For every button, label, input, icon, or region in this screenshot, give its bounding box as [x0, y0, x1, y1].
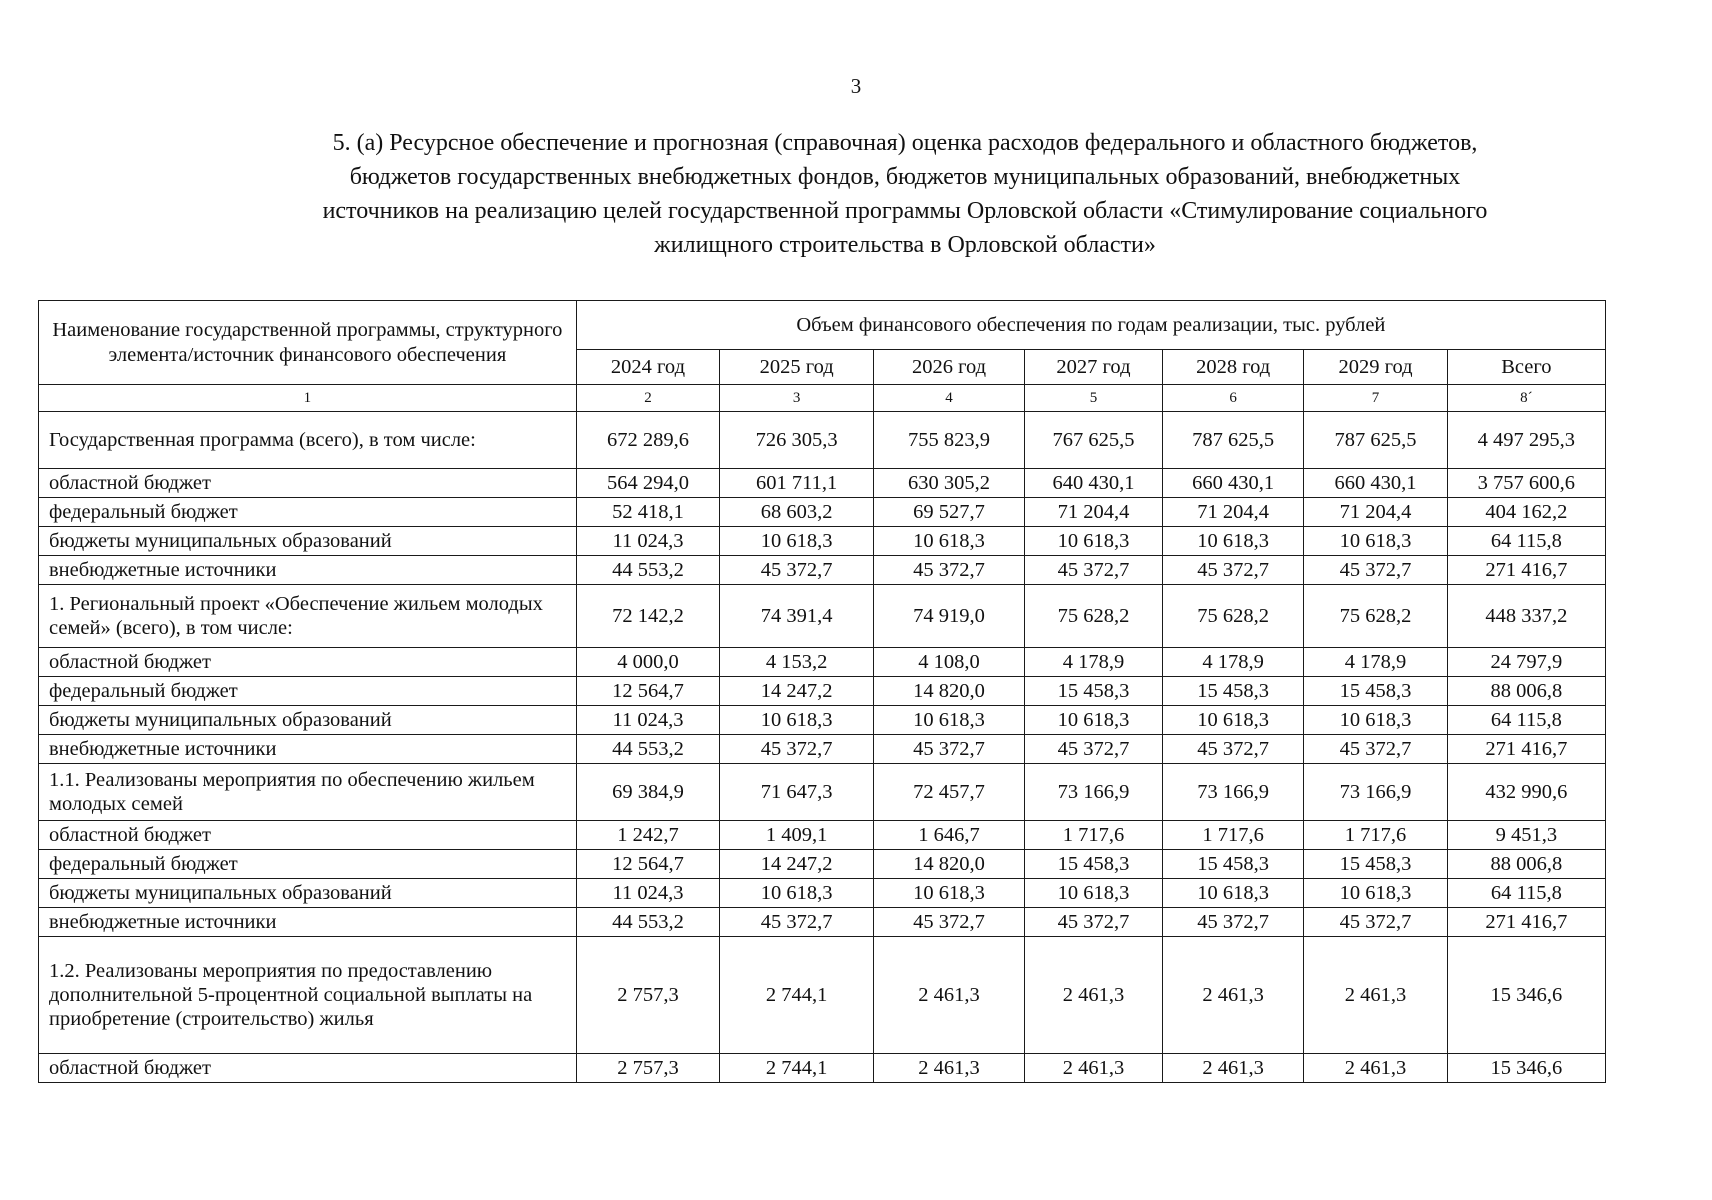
cell-value: 45 372,7: [874, 908, 1025, 937]
budget-table: [38, 300, 1606, 1083]
table-row: [39, 879, 1606, 908]
cell-value: 75 628,2: [1163, 585, 1304, 648]
cell-value: 45 372,7: [1024, 908, 1162, 937]
table-row: [39, 648, 1606, 677]
cell-value: 10 618,3: [1024, 879, 1162, 908]
cell-value: 1 646,7: [874, 821, 1025, 850]
cell-value: 564 294,0: [576, 469, 719, 498]
cell-value: 10 618,3: [720, 527, 874, 556]
cell-total: 448 337,2: [1447, 585, 1605, 648]
cell-total: 64 115,8: [1447, 527, 1605, 556]
cell-value: 15 458,3: [1024, 850, 1162, 879]
column-header-year: 2024 год: [576, 350, 719, 385]
row-label: внебюджетные источники: [39, 735, 577, 764]
cell-value: 787 625,5: [1304, 412, 1447, 469]
cell-value: 14 247,2: [720, 850, 874, 879]
cell-value: 45 372,7: [1024, 556, 1162, 585]
cell-value: 68 603,2: [720, 498, 874, 527]
cell-total: 15 346,6: [1447, 937, 1605, 1054]
column-header-year: 2025 год: [720, 350, 874, 385]
cell-value: 10 618,3: [1024, 527, 1162, 556]
table-row: [39, 556, 1606, 585]
cell-value: 1 717,6: [1304, 821, 1447, 850]
cell-value: 44 553,2: [576, 556, 719, 585]
cell-value: 4 108,0: [874, 648, 1025, 677]
column-number: 7: [1304, 385, 1447, 412]
column-number: 1: [39, 385, 577, 412]
row-label: бюджеты муниципальных образований: [39, 879, 577, 908]
table-row: [39, 735, 1606, 764]
column-number-row: [39, 385, 1606, 412]
row-label: Государственная программа (всего), в том числе:: [39, 412, 577, 469]
cell-value: 15 458,3: [1304, 677, 1447, 706]
table-row: [39, 585, 1606, 648]
row-label: федеральный бюджет: [39, 498, 577, 527]
row-label: внебюджетные источники: [39, 556, 577, 585]
heading-line: источников на реализацию целей государственной программы Орловской области «Стимулирование социального: [322, 198, 1488, 224]
cell-value: 11 024,3: [576, 879, 719, 908]
row-label: 1. Региональный проект «Обеспечение жильем молодых семей» (всего), в том числе:: [39, 585, 577, 648]
cell-value: 10 618,3: [1163, 527, 1304, 556]
cell-value: 14 247,2: [720, 677, 874, 706]
cell-value: 601 711,1: [720, 469, 874, 498]
table-row: [39, 937, 1606, 1054]
cell-value: 660 430,1: [1163, 469, 1304, 498]
cell-value: 11 024,3: [576, 706, 719, 735]
cell-value: 10 618,3: [1304, 879, 1447, 908]
cell-value: 69 384,9: [576, 764, 719, 821]
cell-value: 1 242,7: [576, 821, 719, 850]
cell-total: 24 797,9: [1447, 648, 1605, 677]
cell-value: 4 153,2: [720, 648, 874, 677]
cell-total: 64 115,8: [1447, 706, 1605, 735]
cell-value: 73 166,9: [1304, 764, 1447, 821]
cell-value: 2 461,3: [1304, 1054, 1447, 1083]
table-row: [39, 677, 1606, 706]
column-number: 8´: [1447, 385, 1605, 412]
cell-value: 45 372,7: [1304, 735, 1447, 764]
cell-total: 64 115,8: [1447, 879, 1605, 908]
column-header-total: Всего: [1447, 350, 1605, 385]
cell-value: 1 717,6: [1024, 821, 1162, 850]
table-row: [39, 908, 1606, 937]
cell-value: 15 458,3: [1024, 677, 1162, 706]
cell-value: 73 166,9: [1163, 764, 1304, 821]
cell-value: 45 372,7: [1304, 556, 1447, 585]
cell-value: 10 618,3: [874, 879, 1025, 908]
cell-value: 45 372,7: [720, 556, 874, 585]
cell-value: 69 527,7: [874, 498, 1025, 527]
cell-value: 787 625,5: [1163, 412, 1304, 469]
cell-value: 73 166,9: [1024, 764, 1162, 821]
cell-value: 755 823,9: [874, 412, 1025, 469]
cell-value: 12 564,7: [576, 850, 719, 879]
cell-value: 74 391,4: [720, 585, 874, 648]
cell-value: 45 372,7: [1304, 908, 1447, 937]
cell-total: 271 416,7: [1447, 735, 1605, 764]
column-number: 4: [874, 385, 1025, 412]
cell-value: 660 430,1: [1304, 469, 1447, 498]
cell-value: 11 024,3: [576, 527, 719, 556]
column-group-header: Объем финансового обеспечения по годам реализации, тыс. рублей: [576, 301, 1605, 350]
cell-total: 9 451,3: [1447, 821, 1605, 850]
cell-value: 45 372,7: [720, 908, 874, 937]
cell-value: 672 289,6: [576, 412, 719, 469]
cell-value: 10 618,3: [1163, 706, 1304, 735]
page-number: 3: [850, 74, 862, 98]
table-row: [39, 527, 1606, 556]
table-row: [39, 764, 1606, 821]
cell-value: 74 919,0: [874, 585, 1025, 648]
column-number: 2: [576, 385, 719, 412]
column-number: 5: [1024, 385, 1162, 412]
heading-line: 5. (а) Ресурсное обеспечение и прогнозная (справочная) оценка расходов федерального и областного бюджетов,: [332, 130, 1478, 156]
cell-value: 2 461,3: [1163, 937, 1304, 1054]
cell-value: 2 461,3: [1024, 1054, 1162, 1083]
cell-total: 404 162,2: [1447, 498, 1605, 527]
cell-total: 271 416,7: [1447, 908, 1605, 937]
table-row: [39, 498, 1606, 527]
cell-value: 767 625,5: [1024, 412, 1162, 469]
cell-value: 2 744,1: [720, 937, 874, 1054]
cell-value: 14 820,0: [874, 850, 1025, 879]
cell-total: 4 497 295,3: [1447, 412, 1605, 469]
cell-value: 2 461,3: [874, 937, 1025, 1054]
table-row: [39, 850, 1606, 879]
cell-value: 12 564,7: [576, 677, 719, 706]
table-row: [39, 1054, 1606, 1083]
cell-value: 71 647,3: [720, 764, 874, 821]
column-header-year: 2028 год: [1163, 350, 1304, 385]
cell-total: 432 990,6: [1447, 764, 1605, 821]
cell-value: 10 618,3: [720, 706, 874, 735]
cell-value: 44 553,2: [576, 908, 719, 937]
cell-total: 3 757 600,6: [1447, 469, 1605, 498]
row-label: областной бюджет: [39, 1054, 577, 1083]
heading-line: бюджетов государственных внебюджетных фондов, бюджетов муниципальных образований, внебюджетных: [349, 164, 1461, 190]
cell-total: 15 346,6: [1447, 1054, 1605, 1083]
table-body: [39, 385, 1606, 1083]
table-row: [39, 412, 1606, 469]
cell-value: 45 372,7: [1163, 908, 1304, 937]
column-number: 3: [720, 385, 874, 412]
cell-total: 271 416,7: [1447, 556, 1605, 585]
cell-value: 10 618,3: [1024, 706, 1162, 735]
row-label: бюджеты муниципальных образований: [39, 527, 577, 556]
column-header-year: 2026 год: [874, 350, 1025, 385]
cell-value: 15 458,3: [1163, 677, 1304, 706]
cell-value: 75 628,2: [1304, 585, 1447, 648]
document-heading: [180, 126, 1630, 262]
cell-value: 71 204,4: [1024, 498, 1162, 527]
cell-value: 4 178,9: [1304, 648, 1447, 677]
cell-value: 45 372,7: [720, 735, 874, 764]
row-label: федеральный бюджет: [39, 850, 577, 879]
cell-value: 52 418,1: [576, 498, 719, 527]
cell-total: 88 006,8: [1447, 850, 1605, 879]
column-header-year: 2027 год: [1024, 350, 1162, 385]
row-label: бюджеты муниципальных образований: [39, 706, 577, 735]
cell-value: 71 204,4: [1163, 498, 1304, 527]
cell-value: 630 305,2: [874, 469, 1025, 498]
cell-value: 45 372,7: [1163, 735, 1304, 764]
cell-value: 15 458,3: [1163, 850, 1304, 879]
cell-value: 2 757,3: [576, 1054, 719, 1083]
cell-value: 45 372,7: [874, 556, 1025, 585]
cell-value: 72 142,2: [576, 585, 719, 648]
cell-value: 4 178,9: [1024, 648, 1162, 677]
cell-value: 640 430,1: [1024, 469, 1162, 498]
heading-line: жилищного строительства в Орловской области»: [654, 232, 1156, 258]
cell-value: 2 744,1: [720, 1054, 874, 1083]
cell-value: 726 305,3: [720, 412, 874, 469]
cell-value: 45 372,7: [1024, 735, 1162, 764]
cell-value: 1 717,6: [1163, 821, 1304, 850]
cell-value: 2 461,3: [1024, 937, 1162, 1054]
cell-value: 2 757,3: [576, 937, 719, 1054]
cell-value: 10 618,3: [874, 706, 1025, 735]
cell-value: 45 372,7: [1163, 556, 1304, 585]
column-header-year: 2029 год: [1304, 350, 1447, 385]
cell-value: 10 618,3: [1304, 527, 1447, 556]
cell-value: 10 618,3: [1163, 879, 1304, 908]
cell-value: 15 458,3: [1304, 850, 1447, 879]
cell-value: 71 204,4: [1304, 498, 1447, 527]
row-label: областной бюджет: [39, 821, 577, 850]
row-label: 1.1. Реализованы мероприятия по обеспечению жильем молодых семей: [39, 764, 577, 821]
cell-value: 2 461,3: [874, 1054, 1025, 1083]
cell-value: 10 618,3: [874, 527, 1025, 556]
cell-value: 45 372,7: [874, 735, 1025, 764]
cell-value: 10 618,3: [1304, 706, 1447, 735]
table-row: [39, 469, 1606, 498]
cell-total: 88 006,8: [1447, 677, 1605, 706]
cell-value: 44 553,2: [576, 735, 719, 764]
column-number: 6: [1163, 385, 1304, 412]
table-row: [39, 821, 1606, 850]
cell-value: 2 461,3: [1304, 937, 1447, 1054]
cell-value: 10 618,3: [720, 879, 874, 908]
cell-value: 2 461,3: [1163, 1054, 1304, 1083]
row-label: федеральный бюджет: [39, 677, 577, 706]
column-header-name: Наименование государственной программы, структурного элемента/источник финансового обеспечения: [39, 301, 577, 385]
cell-value: 1 409,1: [720, 821, 874, 850]
cell-value: 72 457,7: [874, 764, 1025, 821]
table-row: [39, 706, 1606, 735]
cell-value: 75 628,2: [1024, 585, 1162, 648]
cell-value: 4 000,0: [576, 648, 719, 677]
cell-value: 4 178,9: [1163, 648, 1304, 677]
row-label: областной бюджет: [39, 469, 577, 498]
row-label: областной бюджет: [39, 648, 577, 677]
row-label: внебюджетные источники: [39, 908, 577, 937]
row-label: 1.2. Реализованы мероприятия по предоставлению дополнительной 5-процентной социальной выплаты на приобретение (строительство) жилья: [39, 937, 577, 1054]
cell-value: 14 820,0: [874, 677, 1025, 706]
